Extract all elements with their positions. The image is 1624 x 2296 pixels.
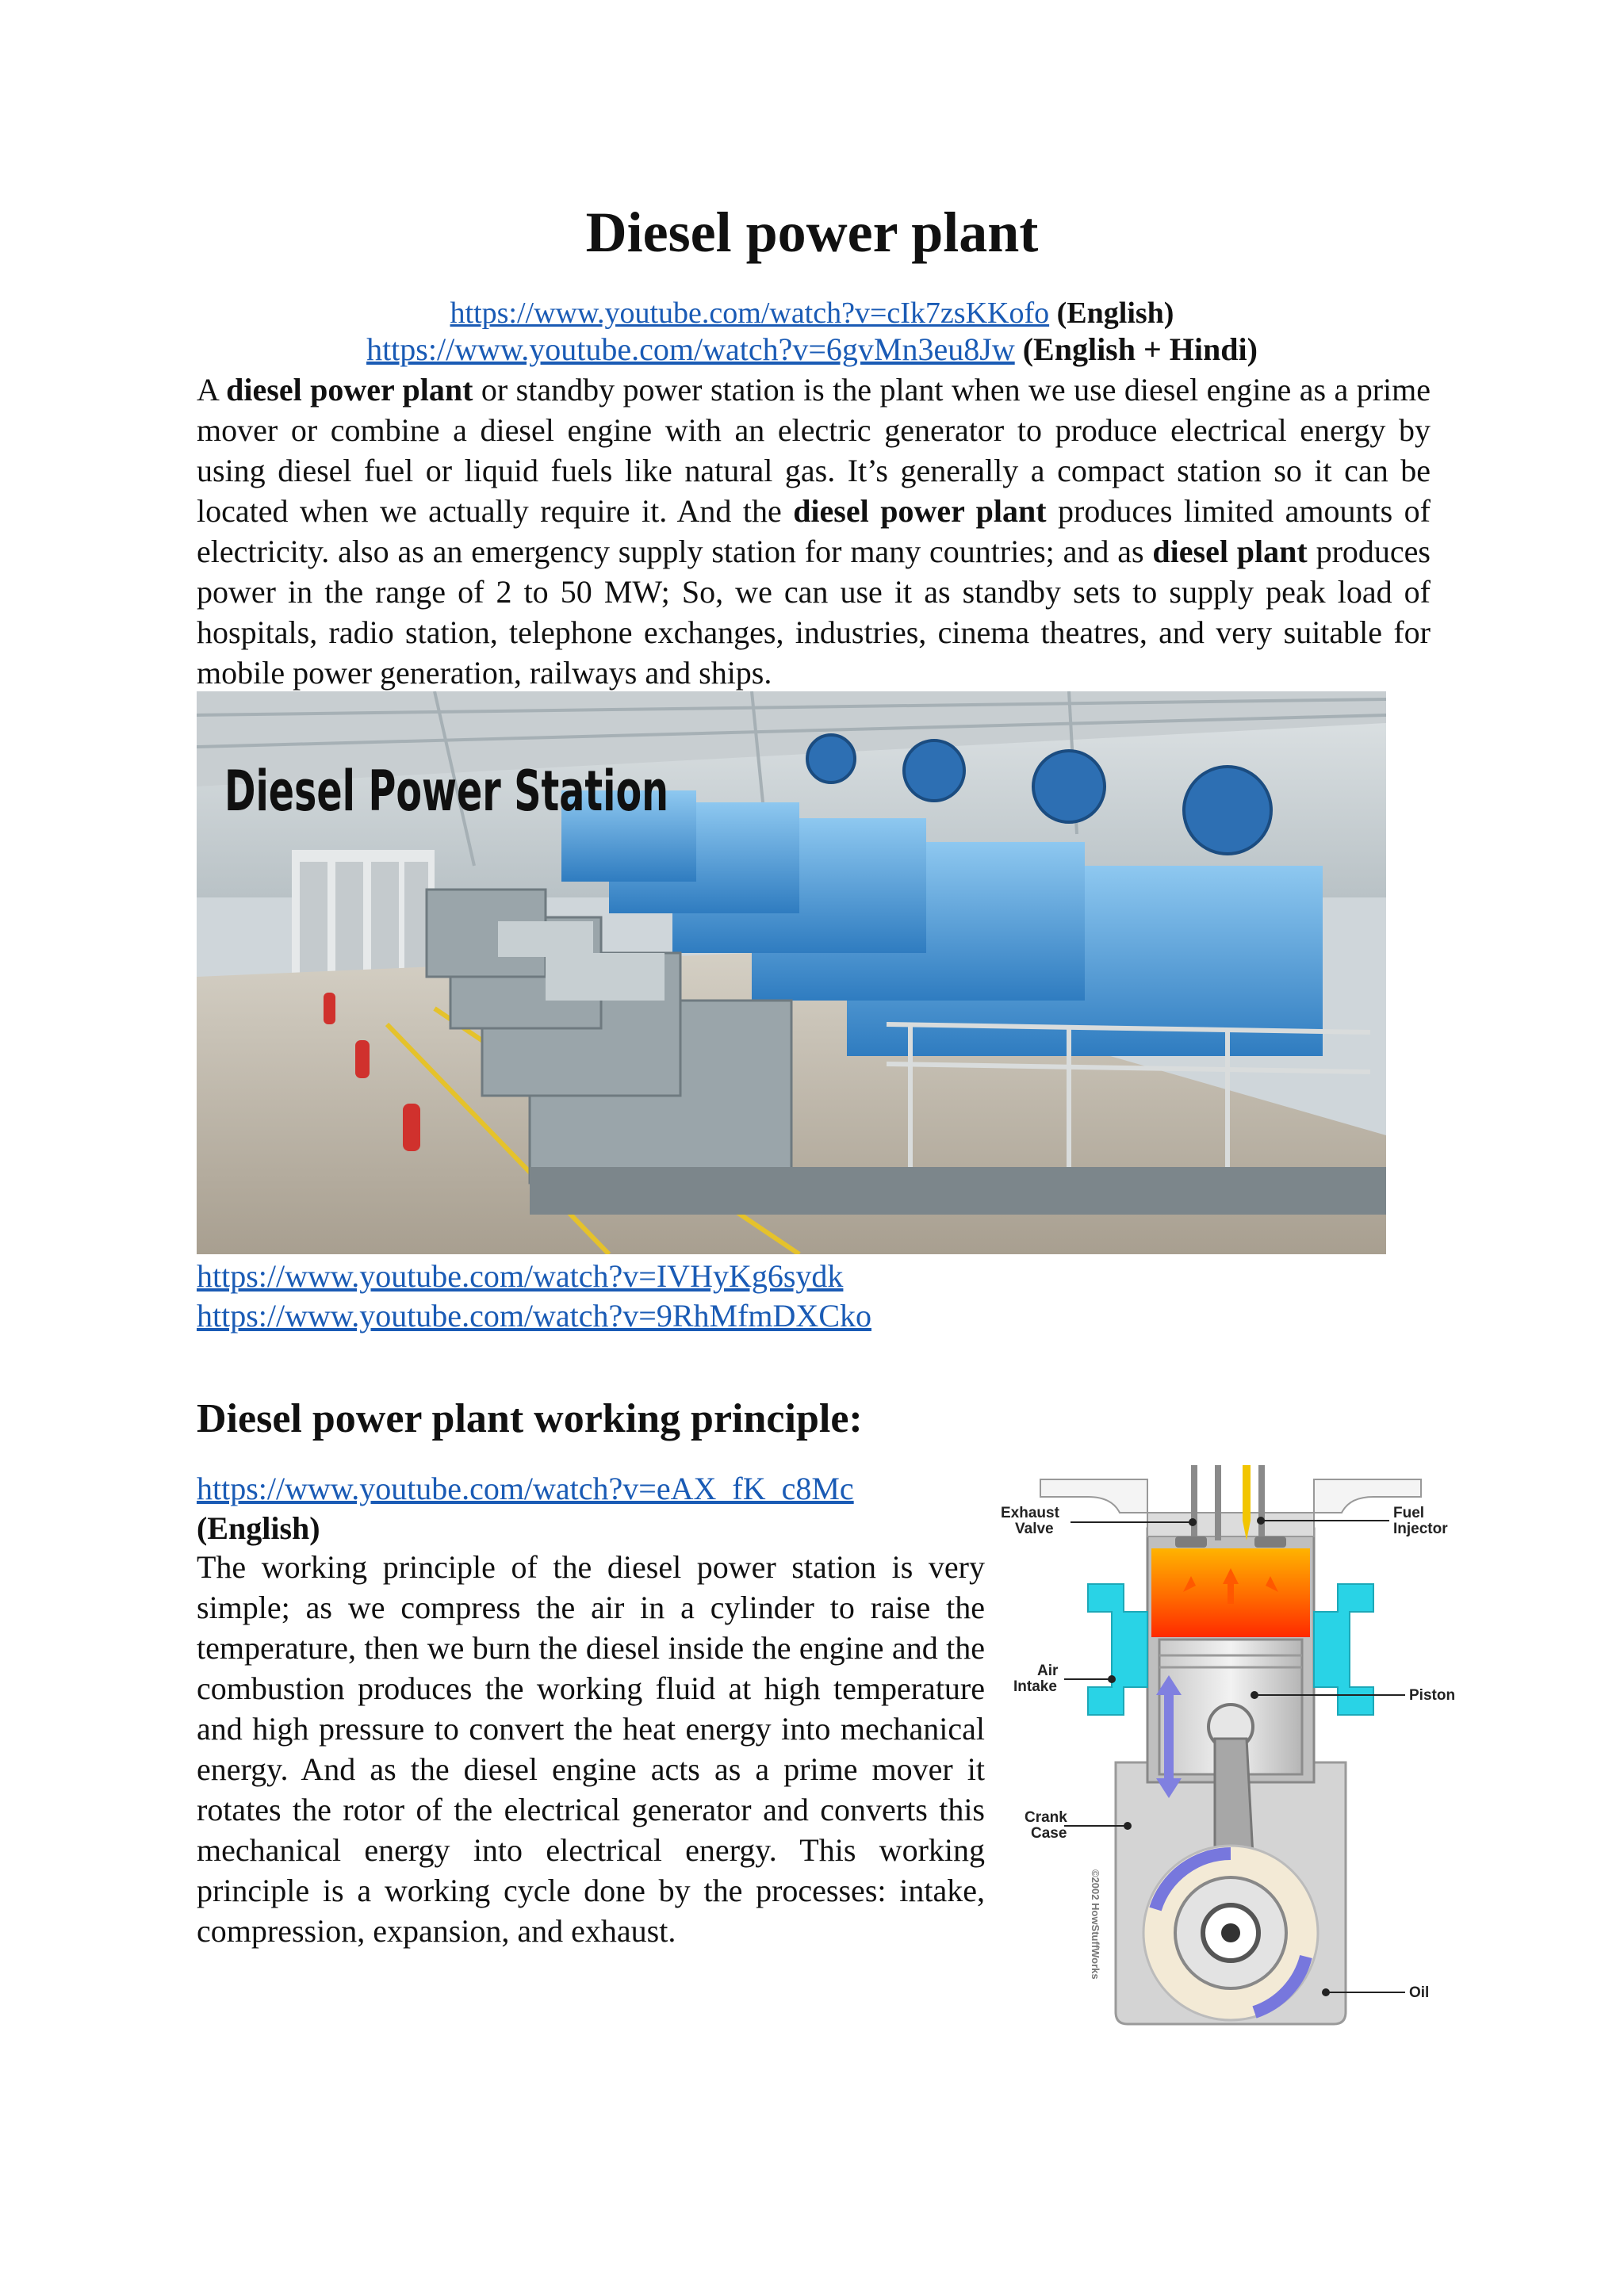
- language-tag-1: (English): [1056, 297, 1174, 330]
- language-tag-2: (English + Hindi): [1022, 331, 1258, 367]
- video-link-4[interactable]: https://www.youtube.com/watch?v=9RhMfmDXCko: [197, 1298, 871, 1334]
- intro-text-c: or standby power station is the plant when we use diesel engine as a prime mover or combine a diesel engine with an electric generator to produce electrical energy by using diesel fuel or liquid fuels like natural gas. It’s generally a compact station so it can be located when we actually require it. And the: [197, 372, 1431, 529]
- diesel-power-station-photo: [197, 691, 1386, 1254]
- diagram-copyright: ©2002 HowStuffWorks: [1090, 1869, 1101, 1980]
- label-fuel-1: Fuel: [1393, 1505, 1425, 1521]
- label-air-2: Intake: [1013, 1678, 1057, 1695]
- intro-bold-2: diesel power plant: [793, 493, 1047, 529]
- language-tag-3: (English): [197, 1510, 320, 1546]
- video-link-3-line: [197, 1257, 843, 1296]
- intro-bold-1: diesel power plant: [226, 372, 473, 408]
- intro-text-e: produces power in the range of 2 to 50 MW; So, we can use it as standby sets to supply peak load of hospitals, radio station, telephone exchanges, industries, cinema theatres, and very suitable for mobile power generation, railways and ships.: [197, 534, 1431, 691]
- label-air-1: Air: [1037, 1663, 1059, 1679]
- label-oil: Oil: [1409, 1984, 1430, 2001]
- video-link-2[interactable]: https://www.youtube.com/watch?v=6gvMn3eu8Jw: [366, 331, 1015, 367]
- video-link-5-line: [197, 1469, 854, 1509]
- engine-cylinder-diagram: [993, 1465, 1469, 2036]
- label-crank-1: Crank: [1025, 1809, 1067, 1826]
- intro-paragraph: [197, 369, 1431, 693]
- label-piston: Piston: [1409, 1687, 1456, 1704]
- label-crank-2: Case: [1031, 1825, 1067, 1842]
- video-link-3[interactable]: https://www.youtube.com/watch?v=IVHyKg6sydk: [197, 1258, 844, 1294]
- intro-text-a: A: [197, 372, 227, 408]
- page-title: Diesel power plant: [585, 201, 1039, 264]
- video-link-line-2: [0, 331, 1624, 368]
- working-principle-paragraph: The working principle of the diesel power station is very simple; as we compress the air in a cylinder to raise the temperature, then we burn the diesel inside the engine and the combustion produces the working fluid at high temperature and high pressure to convert the heat energy into mechanical energy. And as the diesel engine acts as a prime mover it rotates the rotor of the electrical generator and converts this mechanical energy into electrical energy. This working principle is a working cycle done by the processes: intake, compression, expansion, and exhaust.: [197, 1549, 985, 1949]
- photo-caption: Diesel Power Station: [224, 759, 668, 824]
- intro-bold-3: diesel plant: [1152, 534, 1308, 569]
- label-exhaust-2: Valve: [1015, 1521, 1054, 1537]
- video-link-5[interactable]: https://www.youtube.com/watch?v=eAX_fK_c8Mc: [197, 1471, 854, 1506]
- section-heading: Diesel power plant working principle:: [197, 1396, 863, 1441]
- video-link-1[interactable]: https://www.youtube.com/watch?v=cIk7zsKKofo: [450, 297, 1050, 330]
- video-link-4-line: [197, 1296, 871, 1336]
- label-exhaust-1: Exhaust: [1001, 1505, 1059, 1521]
- label-fuel-2: Injector: [1393, 1521, 1448, 1537]
- video-link-line-1: [0, 295, 1624, 331]
- intro-text-d: produces limited amounts of electricity. also as an emergency supply station for many countries; and as: [197, 493, 1431, 569]
